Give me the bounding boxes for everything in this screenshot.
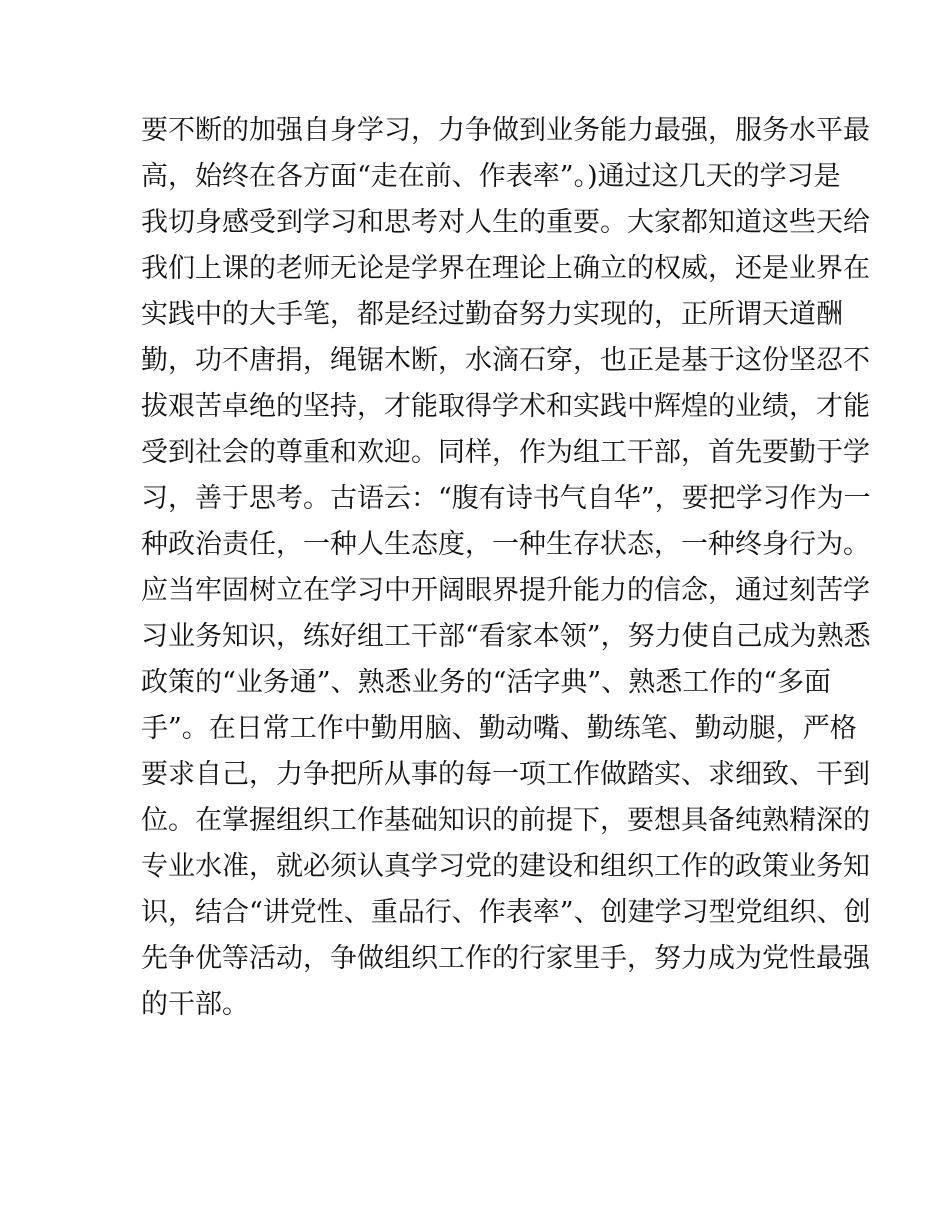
paragraph-line: 习业务知识，练好组工干部“看家本领”，努力使自己成为熟悉 bbox=[141, 621, 871, 652]
paragraph-line: 实践中的大手笔，都是经过勤奋努力实现的，正所谓天道酬 bbox=[141, 299, 843, 330]
paragraph-line: 受到社会的尊重和欢迎。同样，作为组工干部，首先要勤于学 bbox=[141, 437, 870, 468]
paragraph-line: 种政治责任，一种人生态度，一种生存状态，一种终身行为。 bbox=[141, 529, 870, 560]
paragraph-line: 的干部。 bbox=[141, 989, 249, 1020]
paragraph-line: 高，始终在各方面“走在前、作表率”。)通过这几天的学习是 bbox=[141, 161, 841, 192]
paragraph-line: 我切身感受到学习和思考对人生的重要。大家都知道这些天给 bbox=[141, 207, 870, 238]
paragraph-line: 位。在掌握组织工作基础知识的前提下，要想具备纯熟精深的 bbox=[141, 805, 870, 836]
paragraph-line: 识，结合“讲党性、重品行、作表率”、创建学习型党组织、创 bbox=[141, 897, 871, 928]
paragraph-line: 习，善于思考。古语云：“腹有诗书气自华”，要把学习作为一 bbox=[141, 483, 871, 514]
paragraph-line: 要求自己，力争把所从事的每一项工作做踏实、求细致、干到 bbox=[141, 759, 870, 790]
paragraph-line: 先争优等活动，争做组织工作的行家里手，努力成为党性最强 bbox=[141, 943, 870, 974]
paragraph-line: 拔艰苦卓绝的坚持，才能取得学术和实践中辉煌的业绩，才能 bbox=[141, 391, 870, 422]
paragraph-line: 要不断的加强自身学习，力争做到业务能力最强，服务水平最 bbox=[141, 115, 870, 146]
body-paragraph bbox=[141, 108, 871, 1028]
paragraph-line: 政策的“业务通”、熟悉业务的“活字典”、熟悉工作的“多面 bbox=[141, 667, 832, 698]
paragraph-line: 我们上课的老师无论是学界在理论上确立的权威，还是业界在 bbox=[141, 253, 870, 284]
paragraph-line: 应当牢固树立在学习中开阔眼界提升能力的信念，通过刻苦学 bbox=[141, 575, 870, 606]
paragraph-line: 勤，功不唐捐，绳锯木断，水滴石穿，也正是基于这份坚忍不 bbox=[141, 345, 870, 376]
paragraph-line: 专业水准，就必须认真学习党的建设和组织工作的政策业务知 bbox=[141, 851, 870, 882]
paragraph-line: 手”。在日常工作中勤用脑、勤动嘴、勤练笔、勤动腿，严格 bbox=[141, 713, 857, 744]
